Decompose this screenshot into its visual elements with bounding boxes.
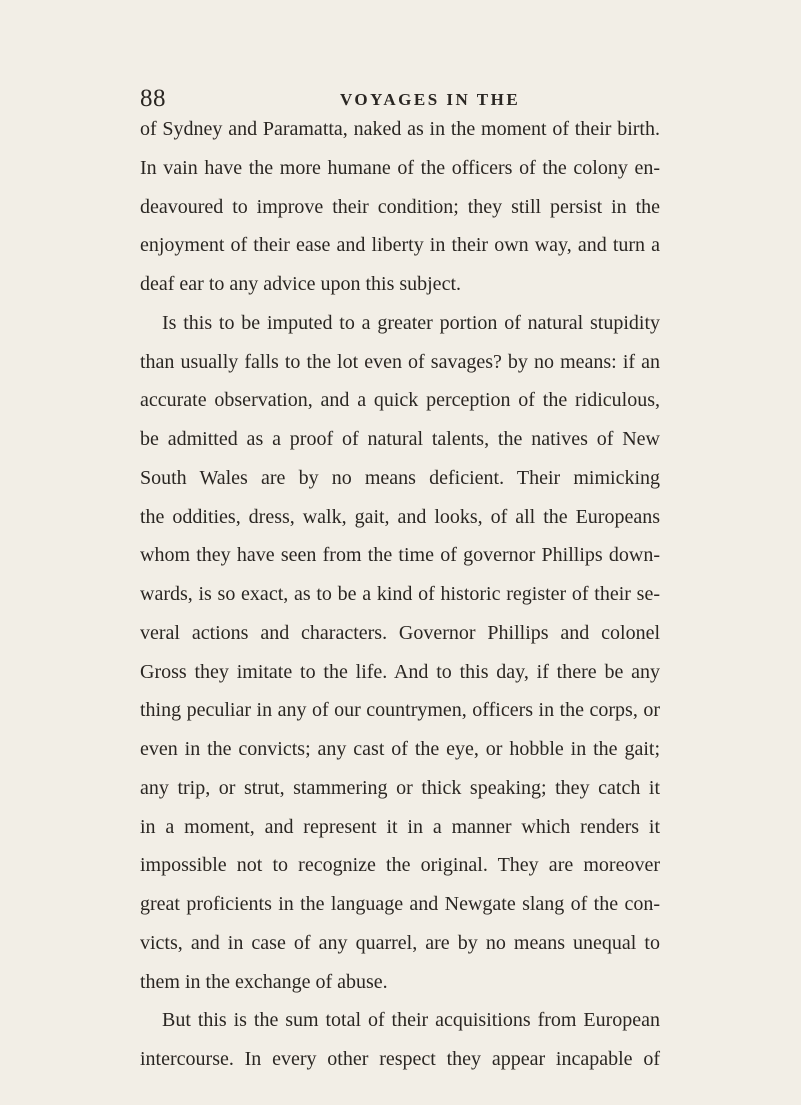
- text-line: any trip, or strut, stammering or thick speaking; they catch it: [140, 776, 660, 799]
- text-line: victs, and in case of any quarrel, are by no means unequal to: [140, 931, 660, 954]
- text-line: impossible not to recognize the original. They are moreover: [140, 854, 660, 877]
- text-line: intercourse. In every other respect they appear incapable of: [140, 1048, 660, 1070]
- text-line: whom they have seen from the time of governor Phillips down-: [140, 544, 660, 567]
- text-line: deaf ear to any advice upon this subject.: [140, 273, 461, 295]
- text-line: of Sydney and Paramatta, naked as in the moment of their birth.: [140, 118, 660, 140]
- text-line: wards, is so exact, as to be a kind of historic register of their se-: [140, 583, 660, 605]
- text-line: them in the exchange of abuse.: [140, 970, 388, 993]
- text-line: even in the convicts; any cast of the eye, or hobble in the gait;: [140, 738, 660, 760]
- text-line: thing peculiar in any of our countrymen, officers in the corps, or: [140, 699, 660, 722]
- text-line: But this is the sum total of their acquisitions from European: [162, 1009, 660, 1032]
- text-line: deavoured to improve their condition; they still persist in the: [140, 195, 660, 218]
- text-line: than usually falls to the lot even of savages? by no means: if an: [140, 350, 660, 373]
- text-line: great proficients in the language and Newgate slang of the con-: [140, 893, 660, 915]
- body-text: [140, 110, 660, 1079]
- text-line: the oddities, dress, walk, gait, and looks, of all the Europeans: [140, 505, 660, 528]
- text-line: South Wales are by no means deficient. Their mimicking: [140, 466, 660, 489]
- text-line: veral actions and characters. Governor Phillips and colonel: [140, 621, 660, 644]
- text-line: accurate observation, and a quick perception of the ridiculous,: [140, 389, 660, 412]
- text-line: enjoyment of their ease and liberty in their own way, and turn a: [140, 234, 660, 257]
- text-line: Is this to be imputed to a greater portion of natural stupidity: [162, 311, 660, 334]
- running-title: VOYAGES IN THE: [340, 90, 521, 109]
- page-number: 88: [140, 85, 166, 112]
- text-line: Gross they imitate to the life. And to this day, if there be any: [140, 660, 660, 683]
- text-line: In vain have the more humane of the officers of the colony en-: [140, 156, 660, 179]
- text-line: be admitted as a proof of natural talents, the natives of New: [140, 428, 660, 450]
- text-line: in a moment, and represent it in a manner which renders it: [140, 815, 660, 838]
